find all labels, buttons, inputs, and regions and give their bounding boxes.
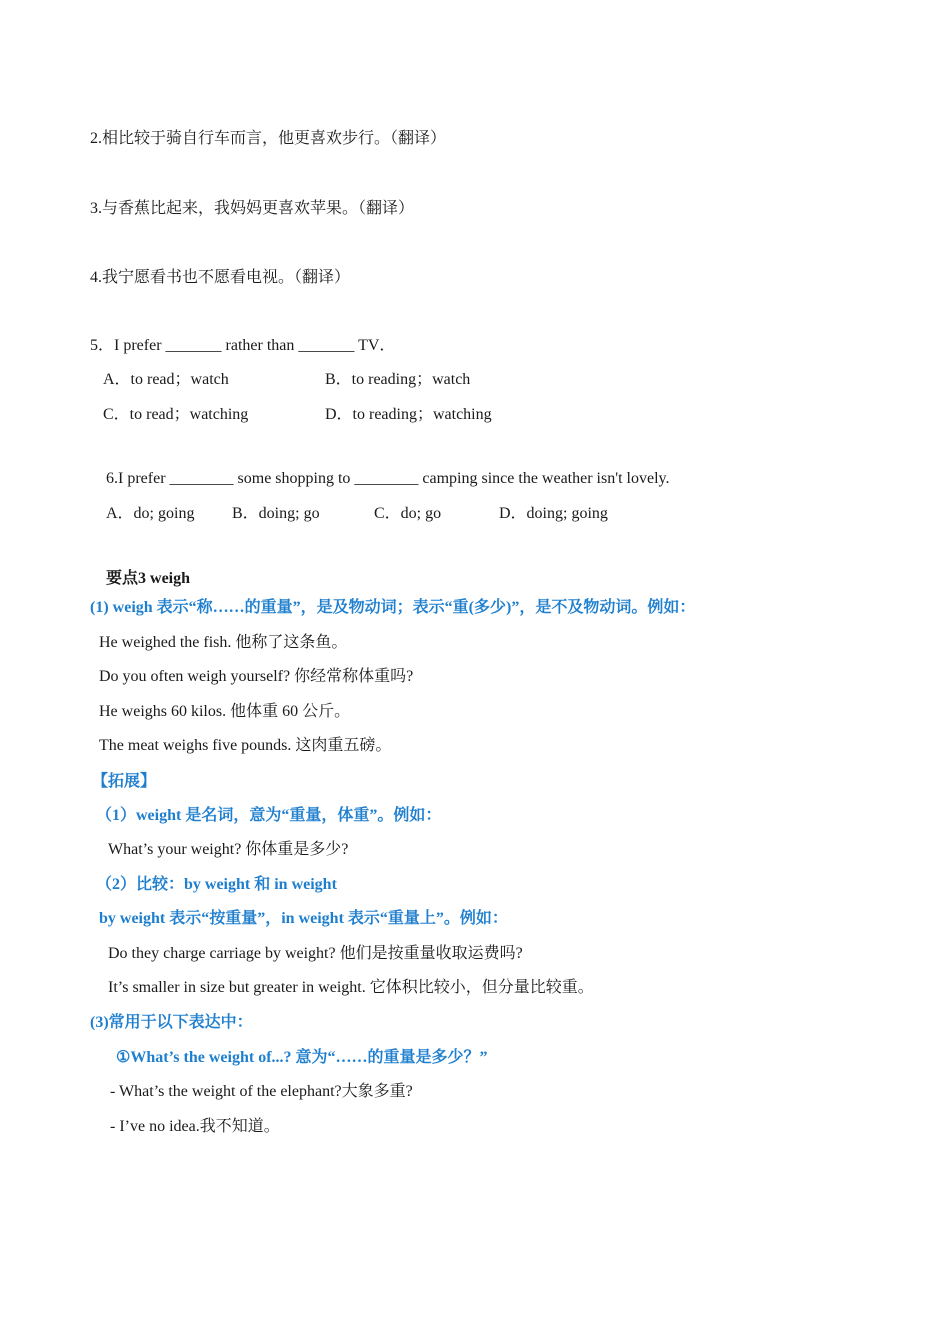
q5-option-d: D．to reading；watching: [325, 406, 492, 423]
q6-option-d: D．doing; going: [499, 505, 608, 522]
extension-1-example: What’s your weight? 你体重是多少?: [108, 841, 349, 858]
example-line: He weighs 60 kilos. 他体重 60 公斤。: [99, 703, 351, 720]
q5-option-b: B．to reading；watch: [325, 371, 471, 388]
question-3: [90, 197, 414, 220]
question-text: 与香蕉比起来，我妈妈更喜欢苹果。（翻译）: [102, 198, 415, 217]
q5-option-a: A．to read；watch: [103, 371, 229, 388]
question-text: 相比较于骑自行车而言，他更喜欢步行。（翻译）: [102, 128, 447, 147]
extension-2-example: It’s smaller in size but greater in weight. 它体积比较小，但分量比较重。: [108, 979, 594, 996]
question-5-stem: 5．I prefer _______ rather than _______ TV．: [90, 337, 396, 354]
section-heading: [106, 567, 190, 590]
dialog-line: - What’s the weight of the elephant?大象多重?: [110, 1083, 413, 1100]
section-heading-en: 3 weigh: [138, 570, 191, 587]
q6-option-a: A．do; going: [106, 505, 195, 522]
extension-3: (3)常用于以下表达中：: [90, 1014, 253, 1031]
dialog-line: - I’ve no idea.我不知道。: [110, 1118, 280, 1135]
question-4: [90, 266, 350, 289]
example-line: The meat weighs five pounds. 这肉重五磅。: [99, 737, 392, 754]
rule-1: (1) weigh 表示“称……的重量”，是及物动词；表示“重(多少)”，是不及物动词。例如：: [90, 599, 696, 616]
extension-2-desc: by weight 表示“按重量”，in weight 表示“重量上”。例如：: [99, 910, 508, 927]
extension-3-item: ①What’s the weight of...? 意为“……的重量是多少？”: [116, 1049, 488, 1066]
question-2: [90, 127, 446, 150]
extension-1: （1）weight 是名词，意为“重量，体重”。例如：: [96, 807, 442, 824]
question-text: 我宁愿看书也不愿看电视。（翻译）: [102, 267, 351, 286]
expand-heading: 【拓展】: [92, 771, 157, 790]
extension-2-example: Do they charge carriage by weight? 他们是按重量收取运费吗?: [108, 945, 523, 962]
q6-option-c: C．do; go: [374, 505, 442, 522]
q6-option-b: B．doing; go: [232, 505, 320, 522]
section-heading-cn: 要点: [106, 568, 139, 587]
example-line: Do you often weigh yourself? 你经常称体重吗?: [99, 668, 414, 685]
example-line: He weighed the fish. 他称了这条鱼。: [99, 634, 348, 651]
question-number: 4.: [90, 269, 102, 286]
question-6-stem: 6.I prefer ________ some shopping to ________ camping since the weather isn't lovely.: [106, 470, 670, 487]
q5-option-c: C．to read；watching: [103, 406, 249, 423]
question-number: 3.: [90, 200, 102, 217]
question-number: 2.: [90, 130, 102, 147]
extension-2: （2）比较：by weight 和 in weight: [96, 876, 337, 893]
